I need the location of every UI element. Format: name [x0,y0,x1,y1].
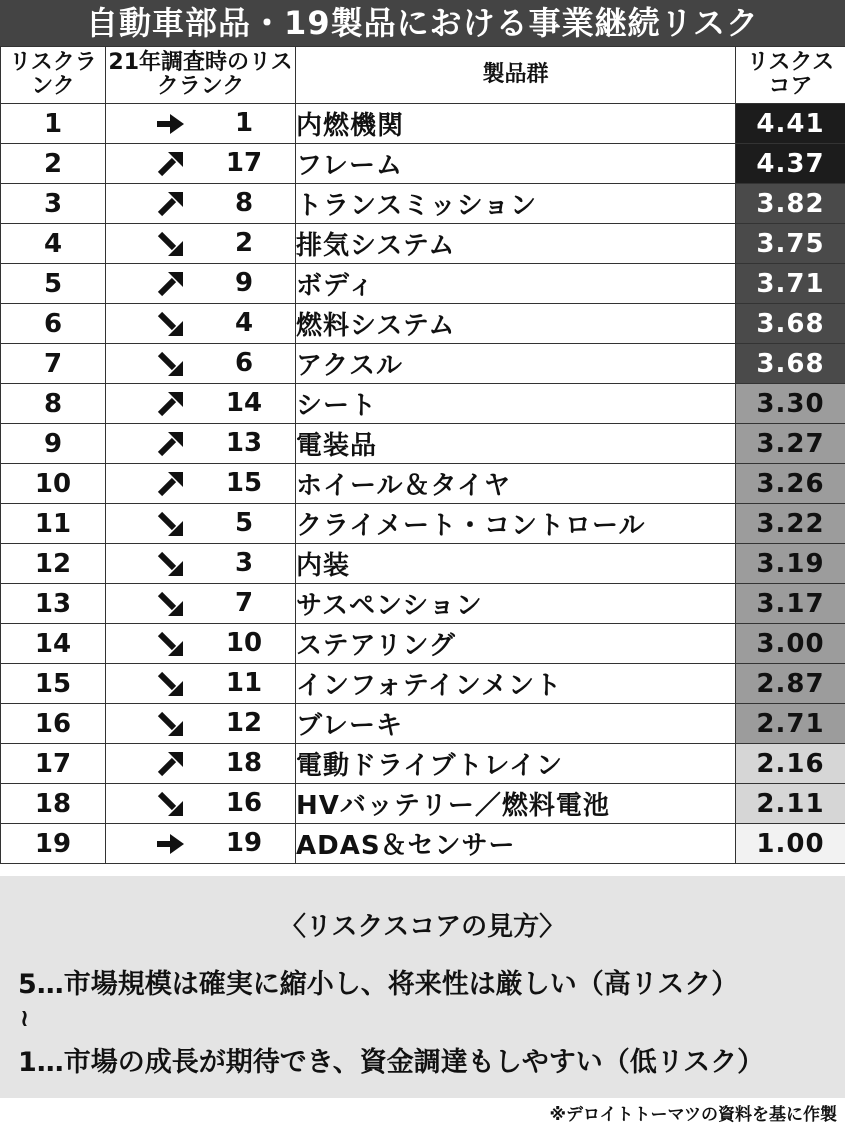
arrow-down-right-icon [156,631,184,657]
product-cell: 排気システム [296,224,736,264]
rank-cell: 14 [1,624,106,664]
rank-cell: 1 [1,104,106,144]
rank-cell: 2 [1,144,106,184]
score-cell: 4.41 [736,104,845,144]
prev-rank-value: 19 [225,828,263,858]
prev-rank-cell [106,784,296,824]
table-row [1,464,845,504]
arrow-up-right-icon [156,751,184,777]
prev-rank-cell [106,664,296,704]
legend-high-risk: 5…市場規模は確実に縮小し、将来性は厳しい（高リスク） [18,969,739,1000]
prev-rank-value: 14 [225,388,263,418]
product-cell: トランスミッション [296,184,736,224]
product-cell: 内燃機関 [296,104,736,144]
prev-rank-cell [106,224,296,264]
product-cell: 電動ドライブトレイン [296,744,736,784]
prev-rank-cell [106,704,296,744]
arrow-up-right-icon [156,471,184,497]
table-row [1,544,845,584]
header-score: リスクスコア [736,47,845,104]
prev-rank-value: 8 [234,188,254,218]
risk-table [0,46,845,864]
table-row [1,704,845,744]
prev-rank-value: 7 [234,588,254,618]
product-cell: ブレーキ [296,704,736,744]
arrow-down-right-icon [156,591,184,617]
prev-rank-value: 2 [234,228,254,258]
table-row [1,344,845,384]
prev-rank-value: 4 [234,308,254,338]
legend-low-risk: 1…市場の成長が期待でき、資金調達もしやすい（低リスク） [18,1047,765,1078]
table-body [1,104,845,864]
prev-rank-cell [106,424,296,464]
score-cell: 3.75 [736,224,845,264]
score-cell: 3.30 [736,384,845,424]
product-cell: 内装 [296,544,736,584]
rank-cell: 7 [1,344,106,384]
prev-rank-cell [106,464,296,504]
table-row [1,504,845,544]
rank-cell: 9 [1,424,106,464]
prev-rank-value: 13 [225,428,263,458]
arrow-down-right-icon [156,551,184,577]
legend-range-mark: ≀ [20,1004,29,1032]
rank-cell: 5 [1,264,106,304]
product-cell: ボディ [296,264,736,304]
product-cell: ステアリング [296,624,736,664]
prev-rank-cell [106,624,296,664]
prev-rank-cell [106,304,296,344]
product-cell: フレーム [296,144,736,184]
rank-cell: 10 [1,464,106,504]
prev-rank-value: 3 [234,548,254,578]
score-cell: 2.71 [736,704,845,744]
prev-rank-cell [106,504,296,544]
score-cell: 3.17 [736,584,845,624]
product-cell: ADAS＆センサー [296,824,736,864]
table-row [1,824,845,864]
product-cell: ホイール＆タイヤ [296,464,736,504]
prev-rank-cell [106,584,296,624]
score-cell: 3.27 [736,424,845,464]
table-row [1,784,845,824]
arrow-up-right-icon [156,431,184,457]
prev-rank-cell [106,344,296,384]
prev-rank-cell [106,144,296,184]
arrow-right-icon [156,111,184,137]
table-row [1,624,845,664]
score-cell: 1.00 [736,824,845,864]
score-cell: 3.68 [736,344,845,384]
arrow-down-right-icon [156,791,184,817]
prev-rank-cell [106,104,296,144]
rank-cell: 18 [1,784,106,824]
prev-rank-value: 10 [225,628,263,658]
score-cell: 4.37 [736,144,845,184]
prev-rank-value: 18 [225,748,263,778]
table-row [1,384,845,424]
table-row [1,304,845,344]
arrow-down-right-icon [156,711,184,737]
rank-cell: 11 [1,504,106,544]
rank-cell: 8 [1,384,106,424]
header-rank: リスクランク [1,47,106,104]
prev-rank-value: 11 [225,668,263,698]
rank-cell: 6 [1,304,106,344]
rank-cell: 13 [1,584,106,624]
rank-cell: 17 [1,744,106,784]
prev-rank-value: 1 [234,108,254,138]
score-cell: 3.00 [736,624,845,664]
score-cell: 3.19 [736,544,845,584]
score-cell: 3.68 [736,304,845,344]
arrow-down-right-icon [156,231,184,257]
score-cell: 3.82 [736,184,845,224]
score-cell: 2.11 [736,784,845,824]
rank-cell: 16 [1,704,106,744]
prev-rank-value: 5 [234,508,254,538]
prev-rank-value: 16 [225,788,263,818]
table-row [1,184,845,224]
arrow-down-right-icon [156,351,184,377]
score-cell: 3.26 [736,464,845,504]
table-row [1,584,845,624]
rank-cell: 12 [1,544,106,584]
rank-cell: 15 [1,664,106,704]
prev-rank-cell [106,544,296,584]
arrow-up-right-icon [156,151,184,177]
table-row [1,224,845,264]
prev-rank-value: 15 [225,468,263,498]
legend-title: 〈リスクスコアの見方〉 [279,912,566,942]
prev-rank-value: 12 [225,708,263,738]
table-row [1,264,845,304]
table-row [1,424,845,464]
product-cell: シート [296,384,736,424]
header-product: 製品群 [296,47,736,104]
score-cell: 3.22 [736,504,845,544]
product-cell: クライメート・コントロール [296,504,736,544]
arrow-up-right-icon [156,271,184,297]
rank-cell: 19 [1,824,106,864]
product-cell: サスペンション [296,584,736,624]
prev-rank-cell [106,824,296,864]
rank-cell: 3 [1,184,106,224]
table-row [1,104,845,144]
arrow-right-icon [156,831,184,857]
prev-rank-cell [106,384,296,424]
arrow-down-right-icon [156,311,184,337]
score-cell: 2.87 [736,664,845,704]
page-title: 自動車部品・19製品における事業継続リスク [0,0,845,46]
product-cell: HVバッテリー／燃料電池 [296,784,736,824]
header-prev-rank: 21年調査時のリスクランク [106,47,296,104]
table-row [1,144,845,184]
score-cell: 2.16 [736,744,845,784]
product-cell: アクスル [296,344,736,384]
product-cell: インフォテインメント [296,664,736,704]
table-header-row [1,47,845,104]
prev-rank-cell [106,744,296,784]
arrow-up-right-icon [156,391,184,417]
prev-rank-value: 17 [225,148,263,178]
prev-rank-value: 6 [234,348,254,378]
arrow-down-right-icon [156,671,184,697]
prev-rank-value: 9 [234,268,254,298]
prev-rank-cell [106,264,296,304]
rank-cell: 4 [1,224,106,264]
table-row [1,744,845,784]
legend-box [0,876,845,1098]
source-note: ※デロイトトーマツの資料を基に作製 [549,1105,837,1125]
score-cell: 3.71 [736,264,845,304]
arrow-down-right-icon [156,511,184,537]
product-cell: 燃料システム [296,304,736,344]
table-row [1,664,845,704]
arrow-up-right-icon [156,191,184,217]
product-cell: 電装品 [296,424,736,464]
prev-rank-cell [106,184,296,224]
